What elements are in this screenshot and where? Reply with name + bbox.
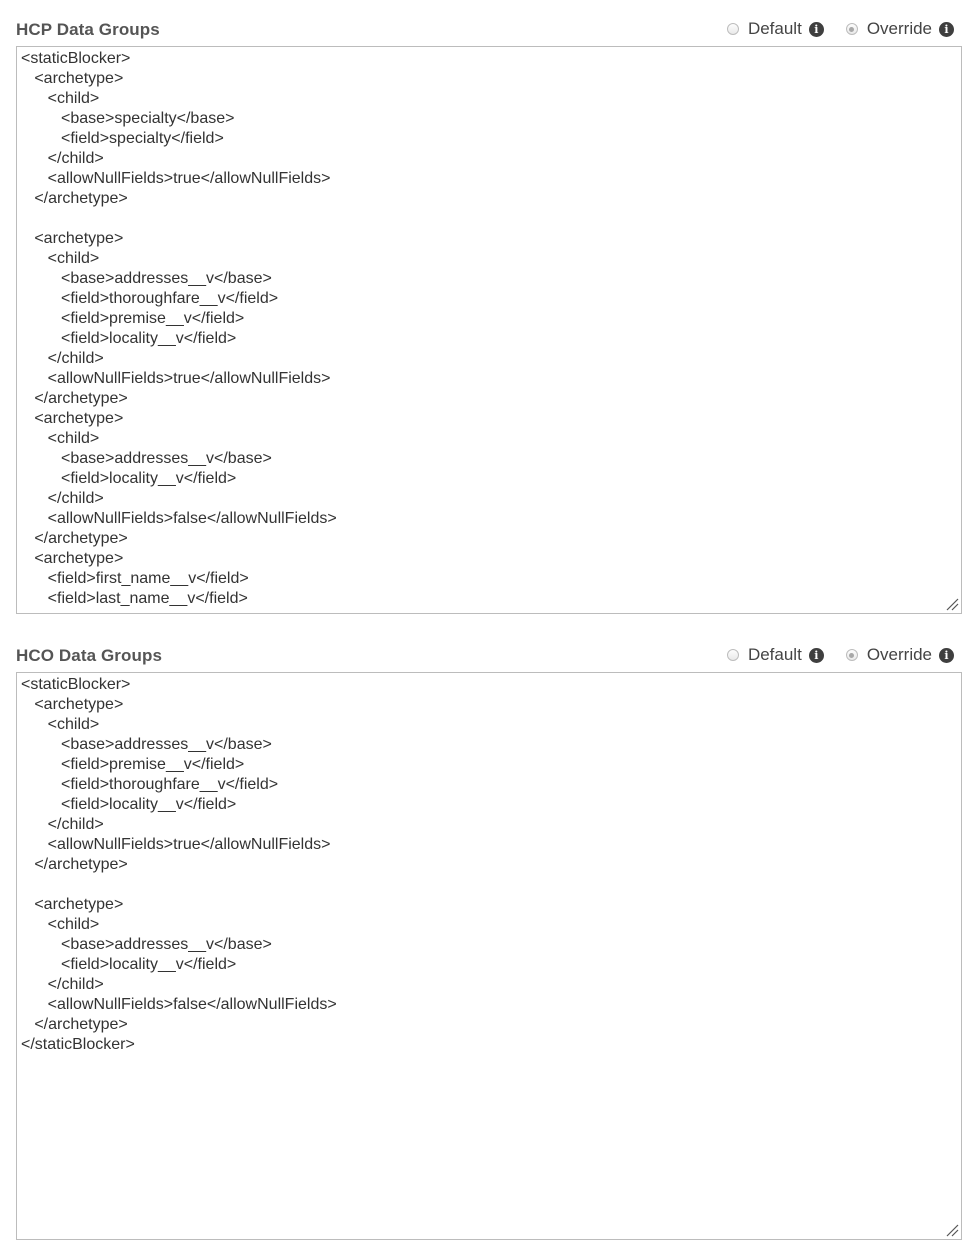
code-line: <archetype> xyxy=(21,230,124,247)
code-line: </child> xyxy=(21,490,104,507)
code-line: <field>specialty</field> xyxy=(21,130,224,147)
code-line: <child> xyxy=(21,716,100,733)
code-line: <child> xyxy=(21,90,100,107)
code-line: <field>locality__v</field> xyxy=(21,796,237,813)
code-line: <child> xyxy=(21,430,100,447)
hcp-mode-radio-group xyxy=(705,19,954,39)
code-line: <archetype> xyxy=(21,896,124,913)
code-line: <archetype> xyxy=(21,696,124,713)
hcp-override-radio[interactable] xyxy=(846,23,858,35)
code-line: <field>locality__v</field> xyxy=(21,330,237,347)
code-line: </child> xyxy=(21,350,104,367)
code-line: <base>addresses__v</base> xyxy=(21,270,272,287)
code-line: <child> xyxy=(21,916,100,933)
code-line: <field>last_name__v</field> xyxy=(21,590,248,607)
code-line: <field>premise__v</field> xyxy=(21,756,245,773)
hcp-default-radio[interactable] xyxy=(727,23,739,35)
info-circle-icon[interactable]: i xyxy=(809,648,824,663)
code-line: </archetype> xyxy=(21,856,128,873)
code-line: </staticBlocker> xyxy=(21,1036,135,1053)
code-line: <base>specialty</base> xyxy=(21,110,235,127)
code-line: </archetype> xyxy=(21,530,128,547)
code-line: <allowNullFields>false</allowNullFields> xyxy=(21,510,337,527)
code-line: <field>thoroughfare__v</field> xyxy=(21,290,279,307)
code-line: </child> xyxy=(21,150,104,167)
code-line: <base>addresses__v</base> xyxy=(21,450,272,467)
info-circle-icon[interactable]: i xyxy=(939,648,954,663)
code-line: <allowNullFields>true</allowNullFields> xyxy=(21,370,331,387)
code-line: </child> xyxy=(21,816,104,833)
code-line: <archetype> xyxy=(21,410,124,427)
code-line: <archetype> xyxy=(21,70,124,87)
code-line: <allowNullFields>true</allowNullFields> xyxy=(21,170,331,187)
code-line: <staticBlocker> xyxy=(21,676,131,693)
code-line: <archetype> xyxy=(21,550,124,567)
code-line: <field>first_name__v</field> xyxy=(21,570,249,587)
code-line: <field>locality__v</field> xyxy=(21,470,237,487)
hcp-section-title: HCP Data Groups xyxy=(16,20,160,39)
hcp-xml-textarea[interactable] xyxy=(16,46,962,614)
code-line: <field>thoroughfare__v</field> xyxy=(21,776,279,793)
hco-default-label: Default xyxy=(747,645,802,664)
code-line: </archetype> xyxy=(21,190,128,207)
code-line: <field>locality__v</field> xyxy=(21,956,237,973)
code-line: <base>addresses__v</base> xyxy=(21,736,272,753)
hco-section-title: HCO Data Groups xyxy=(16,646,163,665)
code-line: </child> xyxy=(21,976,104,993)
code-line: <base>addresses__v</base> xyxy=(21,936,272,953)
hco-default-radio[interactable] xyxy=(727,649,739,661)
resize-grip-icon[interactable] xyxy=(945,597,959,611)
hco-override-option[interactable] xyxy=(846,645,954,665)
code-line: <staticBlocker> xyxy=(21,50,131,67)
hcp-override-option[interactable] xyxy=(846,19,954,39)
hcp-code-lines xyxy=(17,47,961,609)
hco-override-label: Override xyxy=(866,645,932,664)
hco-code-lines xyxy=(17,673,961,1055)
code-line xyxy=(17,209,961,229)
code-line: <allowNullFields>true</allowNullFields> xyxy=(21,836,331,853)
code-line xyxy=(17,875,961,895)
resize-grip-icon[interactable] xyxy=(945,1223,959,1237)
hco-mode-radio-group xyxy=(705,645,954,665)
code-line: <child> xyxy=(21,250,100,267)
hco-default-option[interactable] xyxy=(727,645,824,665)
hcp-override-label: Override xyxy=(866,19,932,38)
info-circle-icon[interactable]: i xyxy=(809,22,824,37)
code-line: </archetype> xyxy=(21,390,128,407)
hco-section-header xyxy=(16,640,962,664)
hcp-section-header xyxy=(16,14,962,38)
code-line: <allowNullFields>false</allowNullFields> xyxy=(21,996,337,1013)
code-line: <field>premise__v</field> xyxy=(21,310,245,327)
info-circle-icon[interactable]: i xyxy=(939,22,954,37)
hco-override-radio[interactable] xyxy=(846,649,858,661)
hco-xml-textarea[interactable] xyxy=(16,672,962,1240)
hcp-default-label: Default xyxy=(747,19,802,38)
code-line: </archetype> xyxy=(21,1016,128,1033)
hcp-default-option[interactable] xyxy=(727,19,824,39)
